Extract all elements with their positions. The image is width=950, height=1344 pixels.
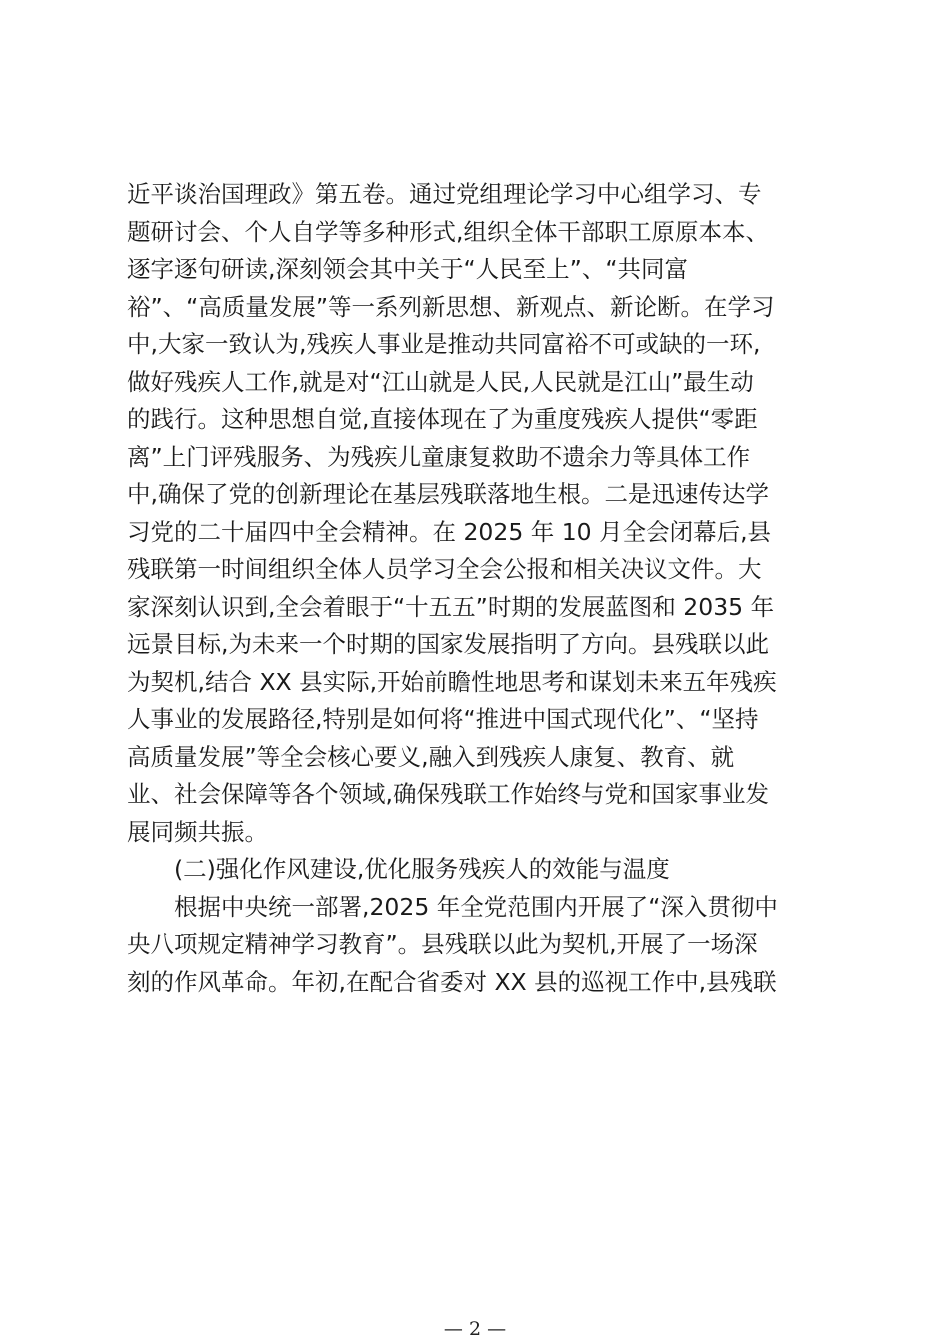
text-line: 习党的二十届四中全会精神。在 2025 年 10 月全会闭幕后,县 <box>127 517 772 546</box>
text-line: 高质量发展”等全会核心要义,融入到残疾人康复、教育、就 <box>127 742 735 771</box>
text-line: 残联第一时间组织全体人员学习全会公报和相关决议文件。大 <box>127 555 762 583</box>
text-line: 中,确保了党的创新理论在基层残联落地生根。二是迅速传达学 <box>127 480 769 508</box>
text-line: 远景目标,为未来一个时期的国家发展指明了方向。县残联以此 <box>127 630 769 658</box>
text-line: 人事业的发展路径,特别是如何将“推进中国式现代化”、“坚持 <box>127 705 759 733</box>
text-line: 题研讨会、个人自学等多种形式,组织全体干部职工原原本本、 <box>127 217 769 246</box>
text-line: 做好残疾人工作,就是对“江山就是人民,人民就是江山”最生动 <box>127 367 754 396</box>
text-line: 近平谈治国理政》第五卷。通过党组理论学习中心组学习、专 <box>127 180 762 208</box>
text-line: 离”上门评残服务、为残疾儿童康复救助不遗余力等具体工作 <box>127 442 751 471</box>
section-heading: (二)强化作风建设,优化服务残疾人的效能与温度 <box>174 855 670 883</box>
text-line: 裕”、“高质量发展”等一系列新思想、新观点、新论断。在学习 <box>127 292 775 321</box>
text-line: 展同频共振。 <box>127 817 268 846</box>
text-line: 的践行。这种思想自觉,直接体现在了为重度残疾人提供“零距 <box>127 405 758 433</box>
text-line: 逐字逐句研读,深刻领会其中关于“人民至上”、“共同富 <box>127 255 688 283</box>
text-line: 中,大家一致认为,残疾人事业是推动共同富裕不可或缺的一环, <box>127 330 761 358</box>
paragraph-first-line: 根据中央统一部署,2025 年全党范围内开展了“深入贯彻中 <box>174 892 778 921</box>
text-line: 家深刻认识到,全会着眼于“十五五”时期的发展蓝图和 2035 年 <box>127 592 775 621</box>
page-number: — 2 — <box>443 1318 507 1340</box>
text-line: 为契机,结合 XX 县实际,开始前瞻性地思考和谋划未来五年残疾 <box>127 667 777 696</box>
text-line: 刻的作风革命。年初,在配合省委对 XX 县的巡视工作中,县残联 <box>127 967 777 996</box>
text-line: 央八项规定精神学习教育”。县残联以此为契机,开展了一场深 <box>127 930 758 958</box>
body-text <box>127 176 832 1001</box>
text-line: 业、社会保障等各个领域,确保残联工作始终与党和国家事业发 <box>127 780 769 808</box>
